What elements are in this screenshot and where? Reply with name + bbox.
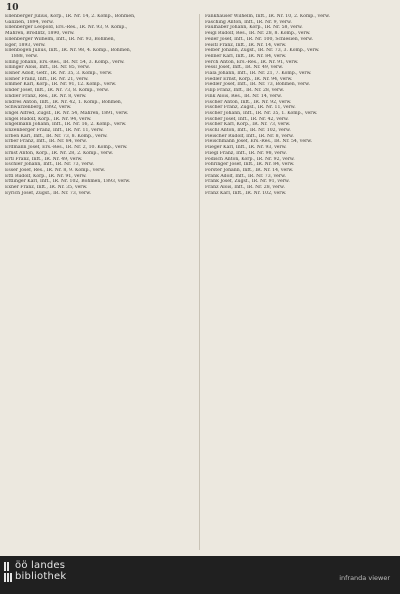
list-entry: Fliegl Franz, Inft., IR. Nr. 98, verw. [205, 150, 287, 156]
list-entry: Ferch Anton, Ers.-Res., IR. Nr. 91, verw. [205, 59, 299, 65]
list-entry: Fiedler Ernst, Korp., IR. Nr. 94, verw. [205, 76, 293, 82]
list-entry: Erber Franz, Inft., IR. Nr. 84, verw. [5, 139, 87, 145]
list-entry: Elsner Franz, Inft., IR. Nr. 21, verw. [5, 76, 89, 82]
list-entry: Eyrich Josef, Zugsf., IR. Nr. 73, verw. [5, 190, 92, 196]
list-entry: Ertl Franz, Inft., IR. Nr. 49, verw. [5, 156, 83, 162]
page-number: 10 [6, 3, 19, 13]
list-entry: Endler Franz, Res., IR. Nr. 8, verw. [5, 93, 87, 99]
list-entry: Fasching Anton, Inft., IR. Nr. 9, verw. [205, 19, 292, 25]
list-entry: Ellinger Alois, Inft., IR. Nr. 85, verw. [5, 65, 90, 71]
list-entry: Forster Johann, Inft., IR. Nr. 14, verw. [205, 167, 294, 173]
list-entry: Exner Franz, Inft., IR. Nr. 35, verw. [5, 185, 88, 191]
library-logo [4, 560, 66, 582]
list-entry: Erdmann Josef, Ers.-Res., IR. Nr. 2, 10. Komp., verw. [5, 145, 128, 151]
list-entry: Ettlinger Karl, Inft., IR. Nr. 102, Böhmen, 1893, verw. [5, 179, 131, 185]
list-entry: Galizien, 1894, verw. [5, 19, 54, 25]
list-entry: Frank Adolf, Inft., IR. Nr. 73, verw. [205, 173, 286, 179]
left-column [5, 14, 193, 552]
list-entry: Fischl Anton, Inft., IR. Nr. 102, verw. [205, 128, 291, 134]
list-entry: Fischer Josef, Inft., IR. Nr. 42, verw. [205, 116, 289, 122]
list-entry: Fessl Josef, Inft., IR. Nr. 49, verw. [205, 65, 284, 71]
list-entry: Frank Josef, Zugsf., IR. Nr. 91, verw. [205, 179, 290, 185]
list-entry: Schwarzenberg, 1892, verw. [5, 105, 72, 111]
list-entry: Fleischmann Josef, Ers.-Res., IR. Nr. 54, verw. [205, 139, 313, 145]
list-entry: Erben Karl, Inft., IR. Nr. 73, 8. Komp., verw. [5, 133, 108, 139]
list-entry: Fischer Karl, Korp., IR. Nr. 73, verw. [205, 122, 291, 128]
list-entry: Elsner Adolf, Gefr., IR. Nr. 35, 3. Komp., verw. [5, 71, 113, 77]
list-entry: Endres Anton, Inft., IR. Nr. 42, 1. Komp., Böhmen, [5, 99, 123, 105]
list-entry: Eger, 1893, verw. [5, 42, 46, 48]
list-entry: Feiler Josef, Inft., IR. Nr. 100, Schlesien, verw. [205, 36, 313, 42]
logo-bars-icon [4, 560, 12, 582]
list-entry: Elling Johann, Ers.-Res., IR. Nr. 54, 3. Komp., verw. [5, 59, 125, 65]
list-entry: Felber Johann, Zugsf., IR. Nr. 73, 3. Komp., verw. [205, 48, 320, 54]
list-entry: Engelmann Johann, Inft., IR. Nr. 16, 2. Komp., verw. [5, 122, 127, 128]
column-divider [199, 14, 200, 550]
list-entry: Esser Josef, Res., IR. Nr. 8, 9. Komp., verw. [5, 167, 106, 173]
list-entry: Eschler Johann, Inft., IR. Nr. 73, verw. [5, 162, 94, 168]
list-entry: Engel Alfred, Zugsf., IR. Nr. 54, Mähren, 1891, verw. [5, 110, 129, 116]
list-entry: Flieger Karl, Inft., IR. Nr. 93, verw. [205, 145, 287, 151]
list-entry: Filip Franz, Inft., IR. Nr. 28, verw. [205, 88, 285, 94]
list-entry: Fiedler Josef, Inft., IR. Nr. 73, Böhmen, verw. [205, 82, 310, 88]
list-entry: Ellenberger Julius, Korp., IR. Nr. 14, 2. Komp., Böhmen, [5, 14, 136, 19]
list-entry: Fink Alois, Res., IR. Nr. 14, verw. [205, 93, 283, 99]
logo-line-1: öö landes [15, 560, 66, 571]
list-entry: Franz Alois, Inft., IR. Nr. 28, verw. [205, 185, 285, 191]
list-entry: Fankhauser Wilhelm, Inft., IR. Nr. 10, 2. Komp., verw. [205, 14, 330, 19]
logo-line-2: bibliothek [15, 571, 67, 582]
list-entry: Ettl Rudolf, Korp., IR. Nr. 91, verw. [5, 173, 87, 179]
list-entry: Enzenberger Franz, Inft., IR. Nr. 11, verw. [5, 128, 104, 134]
list-entry: Ellenbogen Julius, Inft., IR. Nr. 98, 4. Komp., Böhmen, [5, 48, 132, 54]
list-entry: Fleischer Rudolf, Inft., IR. Nr. 8, verw. [205, 133, 294, 139]
list-entry: Emmer Karl, Korp., IR. Nr. 91, 12. Komp., verw. [5, 82, 117, 88]
list-entry: Fischer Johann, Inft., IR. Nr. 35, 1. Komp., verw. [205, 110, 318, 116]
list-entry: 1888, verw. [11, 53, 38, 59]
list-entry: Franz Karl, Inft., IR. Nr. 102, verw. [205, 190, 287, 196]
list-entry: Fohringer Josef, Inft., IR. Nr. 84, verw. [205, 162, 295, 168]
list-entry: Feistl Franz, Inft., IR. Nr. 14, verw. [205, 42, 287, 48]
list-entry: Feigl Rudolf, Res., IR. Nr. 28, 8. Komp., verw. [205, 31, 311, 37]
list-entry: Ellenberger Leopold, Ers.-Res., IR. Nr. 93, 9. Komp., [5, 25, 128, 31]
list-entry: Fellner Karl, Inft., IR. Nr. 84, verw. [205, 53, 287, 59]
list-entry: Ernst Anton, Korp., IR. Nr. 28, 2. Komp., verw. [5, 150, 114, 156]
list-entry: Mähren, Brodlitz, 1890, verw. [5, 31, 75, 37]
list-entry: Fiala Johann, Inft., IR. Nr. 21, 7. Komp., verw. [205, 71, 312, 77]
list-entry: Faulhaber Johann, Korp., IR. Nr. 58, verw. [205, 25, 303, 31]
list-entry: Engel Rudolf, Korp., IR. Nr. 94, verw. [5, 116, 92, 122]
right-column [205, 14, 395, 552]
viewer-label: infranda viewer [339, 574, 390, 582]
list-entry: Fischer Anton, Inft., IR. Nr. 92, verw. [205, 99, 292, 105]
list-entry: Ellenberger Wilhelm, Inft., IR. Nr. 93, Böhmen, [5, 36, 116, 42]
list-entry: Fischer Franz, Zugsf., IR. Nr. 11, verw. [205, 105, 296, 111]
list-entry: Ender Josef, Inft., IR. Nr. 73, 8. Komp., verw. [5, 88, 110, 94]
list-entry: Födisch Anton, Korp., IR. Nr. 92, verw. [205, 156, 295, 162]
